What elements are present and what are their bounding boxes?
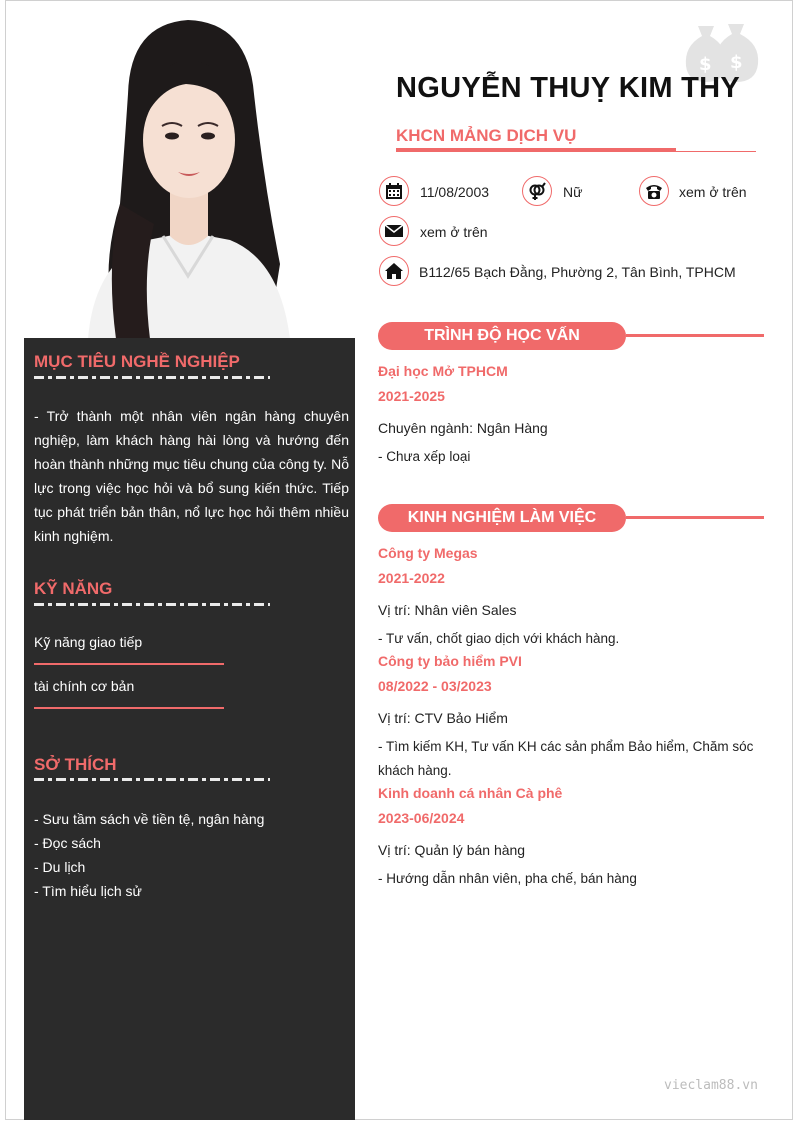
job-description: - Hướng dẫn nhân viên, pha chế, bán hàng — [378, 871, 637, 886]
job-description: - Tư vấn, chốt giao dịch với khách hàng. — [378, 631, 620, 646]
candidate-name: NGUYỄN THUỴ KIM THY — [396, 72, 741, 104]
school-name: Đại học Mở TPHCM — [378, 363, 508, 379]
profile-photo — [58, 14, 318, 339]
job-period: 08/2022 - 03/2023 — [378, 678, 492, 694]
svg-text:$: $ — [730, 52, 743, 73]
calendar-icon — [379, 176, 409, 206]
job-period: 2023-06/2024 — [378, 810, 465, 826]
home-icon — [379, 256, 409, 286]
skill-item: tài chính cơ bản — [34, 678, 135, 694]
job-title: KHCN MẢNG DỊCH VỤ — [396, 126, 577, 145]
section-line — [626, 516, 764, 519]
skill-bar — [34, 663, 224, 665]
company-name: Công ty bảo hiểm PVI — [378, 653, 522, 669]
phone-icon — [639, 176, 669, 206]
email-value: xem ở trên — [420, 224, 488, 240]
job-description: - Tìm kiếm KH, Tư vấn KH các sản phẩm Bảo hiểm, Chăm sóc khách hàng. — [378, 739, 754, 778]
phone-value: xem ở trên — [679, 184, 747, 200]
experience-header: KINH NGHIỆM LÀM VIỆC — [378, 504, 626, 532]
email-icon — [379, 216, 409, 246]
sidebar — [24, 338, 355, 1120]
hobby-item: - Tìm hiểu lịch sử — [34, 883, 142, 899]
address-value: B112/65 Bạch Đằng, Phường 2, Tân Bình, TPHCM — [419, 264, 736, 280]
dash-divider — [34, 376, 270, 379]
job-period: 2021-2022 — [378, 570, 445, 586]
education-note: - Chưa xếp loại — [378, 449, 471, 464]
objective-text: - Trở thành một nhân viên ngân hàng chuyên nghiệp, làm khách hàng hài lòng và hướng đến hoàn thành những mục tiêu chung của công ty. Nỗ lực trong việc học hỏi và bổ sung kiến thức. Tiếp tục phát triển bản thân, nổ lực học hỏi thêm nhiều kinh nghiệm. — [34, 408, 349, 544]
company-name: Công ty Megas — [378, 545, 478, 561]
hobby-item: - Du lịch — [34, 859, 86, 875]
gender-icon — [522, 176, 552, 206]
title-underline — [396, 148, 676, 152]
skill-bar — [34, 707, 224, 709]
hobby-item: - Sưu tầm sách về tiền tệ, ngân hàng — [34, 811, 265, 827]
job-role: Vị trí: Nhân viên Sales — [378, 602, 517, 618]
dob-value: 11/08/2003 — [420, 184, 490, 200]
dash-divider — [34, 778, 270, 781]
title-underline-thin — [676, 151, 756, 152]
gender-value: Nữ — [563, 184, 583, 200]
section-line — [626, 334, 764, 337]
svg-text:$: $ — [699, 54, 712, 75]
skills-title: KỸ NĂNG — [34, 579, 113, 598]
education-period: 2021-2025 — [378, 388, 445, 404]
hobbies-title: SỞ THÍCH — [34, 755, 117, 774]
hobby-item: - Đọc sách — [34, 835, 101, 851]
skill-item: Kỹ năng giao tiếp — [34, 634, 143, 650]
job-role: Vị trí: Quản lý bán hàng — [378, 842, 526, 858]
objective-title: MỤC TIÊU NGHỀ NGHIỆP — [34, 352, 240, 371]
education-major: Chuyên ngành: Ngân Hàng — [378, 420, 548, 436]
education-header: TRÌNH ĐỘ HỌC VẤN — [378, 322, 626, 350]
dash-divider — [34, 603, 270, 606]
job-role: Vị trí: CTV Bảo Hiểm — [378, 710, 508, 726]
company-name: Kinh doanh cá nhân Cà phê — [378, 785, 563, 801]
site-watermark: vieclam88.vn — [664, 1078, 758, 1093]
